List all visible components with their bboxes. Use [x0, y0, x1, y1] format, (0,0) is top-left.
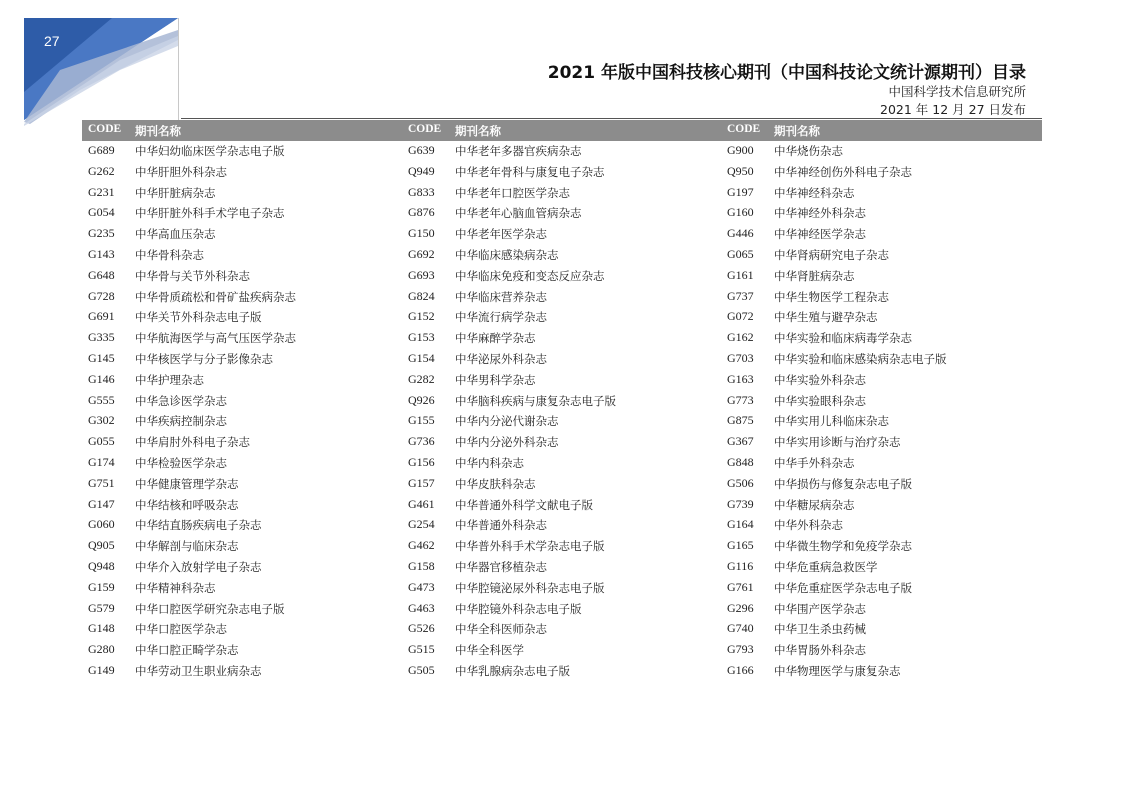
journal-code: G900 — [727, 143, 754, 157]
journal-code: Q905 — [88, 538, 115, 553]
column-header-code: CODE — [88, 123, 122, 135]
journal-code: G054 — [88, 205, 115, 220]
journal-code: G473 — [408, 579, 435, 594]
journal-code: G060 — [88, 517, 115, 532]
journal-code: G262 — [88, 163, 115, 178]
journal-name: 中华围产医学杂志 — [774, 601, 866, 616]
journal-code: G579 — [88, 600, 115, 615]
table-row — [0, 515, 1122, 536]
journal-code: G793 — [727, 642, 754, 657]
journal-name: 中华妇幼临床医学杂志电子版 — [135, 144, 285, 158]
journal-code: G166 — [727, 663, 754, 677]
journal-name: 中华器官移植杂志 — [455, 560, 547, 574]
journal-name: 中华精神科杂志 — [135, 580, 216, 595]
table-row — [0, 557, 1122, 578]
journal-code: G737 — [727, 288, 754, 303]
journal-code: G157 — [408, 475, 435, 490]
journal-code: G145 — [88, 351, 115, 365]
journal-name: 中华普外科手术学杂志电子版 — [455, 539, 605, 554]
journal-code: G152 — [408, 309, 435, 324]
table-row — [0, 495, 1122, 516]
journal-code: G254 — [408, 517, 435, 532]
table-row — [0, 245, 1122, 266]
journal-code: G461 — [408, 496, 435, 511]
journal-code: G526 — [408, 621, 435, 636]
journal-code: G367 — [727, 434, 754, 449]
table-row — [0, 661, 1122, 682]
journal-code: G231 — [88, 184, 115, 199]
journal-name: 中华肝脏病杂志 — [135, 185, 216, 200]
journal-name: 中华老年心脑血管病杂志 — [455, 206, 582, 221]
journal-name: 中华烧伤杂志 — [774, 144, 843, 158]
journal-name: 中华临床营养杂志 — [455, 289, 547, 304]
journal-name: 中华实验和临床感染病杂志电子版 — [774, 352, 947, 366]
page-title: 2021 年版中国科技核心期刊（中国科技论文统计源期刊）目录 — [547, 63, 1026, 83]
journal-name: 中华手外科杂志 — [774, 456, 855, 470]
journal-name: 中华普通外科学文献电子版 — [455, 497, 593, 512]
journal-name: 中华疾病控制杂志 — [135, 414, 227, 429]
journal-code: G824 — [408, 288, 435, 303]
journal-name: 中华神经外科杂志 — [774, 206, 866, 221]
journal-name: 中华劳动卫生职业病杂志 — [135, 664, 262, 678]
journal-name: 中华全科医学 — [455, 643, 524, 658]
journal-code: G505 — [408, 663, 435, 677]
journal-name: 中华糖尿病杂志 — [774, 497, 855, 512]
table-row — [0, 619, 1122, 640]
journal-code: G648 — [88, 267, 115, 282]
journal-code: G506 — [727, 475, 754, 490]
table-row — [0, 432, 1122, 453]
journal-name: 中华皮肤科杂志 — [455, 476, 536, 491]
journal-name: 中华航海医学与高气压医学杂志 — [135, 331, 296, 346]
journal-name: 中华微生物学和免疫学杂志 — [774, 539, 912, 554]
journal-name: 中华生殖与避孕杂志 — [774, 310, 878, 325]
table-row — [0, 266, 1122, 287]
journal-code: Q950 — [727, 163, 754, 178]
journal-name: 中华神经创伤外科电子杂志 — [774, 164, 912, 179]
publisher: 中国科学技术信息研究所 — [888, 84, 1026, 99]
table-row — [0, 287, 1122, 308]
journal-code: G159 — [88, 579, 115, 594]
journal-code: G875 — [727, 413, 754, 428]
journal-code: G116 — [727, 559, 754, 573]
journal-code: G165 — [727, 538, 754, 553]
journal-name: 中华骨质疏松和骨矿盐疾病杂志 — [135, 289, 296, 304]
journal-name: 中华高血压杂志 — [135, 227, 216, 242]
journal-code: G876 — [408, 205, 435, 220]
journal-name: 中华实验外科杂志 — [774, 372, 866, 387]
table-row — [0, 578, 1122, 599]
journal-code: G639 — [408, 143, 435, 157]
journal-name: 中华流行病学杂志 — [455, 310, 547, 325]
journal-name: 中华泌尿外科杂志 — [455, 352, 547, 366]
journal-code: G692 — [408, 247, 435, 261]
journal-name: 中华肩肘外科电子杂志 — [135, 435, 250, 450]
publish-date: 2021 年 12 月 27 日发布 — [880, 102, 1026, 117]
journal-name: 中华内分泌代谢杂志 — [455, 414, 559, 429]
journal-code: G751 — [88, 475, 115, 490]
journal-name: 中华内科杂志 — [455, 456, 524, 470]
journal-name: 中华腔镜泌尿外科杂志电子版 — [455, 580, 605, 595]
journal-name: 中华口腔正畸学杂志 — [135, 643, 239, 658]
journal-code: G739 — [727, 496, 754, 511]
journal-code: G691 — [88, 309, 115, 324]
journal-name: 中华实验和临床病毒学杂志 — [774, 331, 912, 346]
journal-code: G462 — [408, 538, 435, 553]
journal-code: G174 — [88, 455, 115, 469]
table-row — [0, 328, 1122, 349]
journal-name: 中华物理医学与康复杂志 — [774, 664, 901, 678]
journal-name: 中华卫生杀虫药械 — [774, 622, 866, 637]
journal-code: G065 — [727, 247, 754, 261]
journal-code: G515 — [408, 642, 435, 657]
journal-code: G446 — [727, 226, 754, 241]
journal-name: 中华临床感染病杂志 — [455, 248, 559, 262]
journal-name: 中华实用诊断与治疗杂志 — [774, 435, 901, 450]
table-row — [0, 224, 1122, 245]
corner-decoration — [0, 0, 180, 130]
journal-code: G147 — [88, 496, 115, 511]
journal-name: 中华男科学杂志 — [455, 372, 536, 387]
journal-name: 中华实用儿科临床杂志 — [774, 414, 889, 429]
column-header-name: 期刊名称 — [135, 124, 181, 138]
journal-code: G693 — [408, 267, 435, 282]
table-row — [0, 599, 1122, 620]
journal-code: G153 — [408, 330, 435, 345]
table-row — [0, 203, 1122, 224]
journal-name: 中华老年骨科与康复电子杂志 — [455, 164, 605, 179]
journal-name: 中华肾病研究电子杂志 — [774, 248, 889, 262]
journal-code: G148 — [88, 621, 115, 636]
journal-name: 中华神经科杂志 — [774, 185, 855, 200]
header-rule — [181, 118, 1042, 119]
table-row — [0, 141, 1122, 162]
journal-code: G302 — [88, 413, 115, 428]
journal-code: G158 — [408, 559, 435, 573]
journal-name: 中华乳腺病杂志电子版 — [455, 664, 570, 678]
journal-name: 中华危重症医学杂志电子版 — [774, 580, 912, 595]
journal-code: G761 — [727, 579, 754, 594]
journal-name: 中华肝胆外科杂志 — [135, 164, 227, 179]
journal-name: 中华护理杂志 — [135, 372, 204, 387]
journal-code: G164 — [727, 517, 754, 532]
journal-name: 中华口腔医学研究杂志电子版 — [135, 601, 285, 616]
column-header-code: CODE — [727, 123, 761, 135]
journal-code: G146 — [88, 371, 115, 386]
journal-code: G282 — [408, 371, 435, 386]
journal-name: 中华检验医学杂志 — [135, 456, 227, 470]
journal-code: G163 — [727, 371, 754, 386]
journal-name: 中华急诊医学杂志 — [135, 393, 227, 408]
journal-name: 中华肾脏病杂志 — [774, 268, 855, 283]
journal-name: 中华胃肠外科杂志 — [774, 643, 866, 658]
table-row — [0, 536, 1122, 557]
table-header — [82, 120, 1042, 141]
journal-code: G555 — [88, 392, 115, 407]
journal-code: G335 — [88, 330, 115, 345]
journal-name: 中华危重病急救医学 — [774, 560, 878, 574]
journal-name: 中华生物医学工程杂志 — [774, 289, 889, 304]
journal-code: G703 — [727, 351, 754, 365]
journal-code: G296 — [727, 600, 754, 615]
journal-code: Q949 — [408, 163, 435, 178]
journal-name: 中华核医学与分子影像杂志 — [135, 352, 273, 366]
journal-code: G156 — [408, 455, 435, 469]
table-row — [0, 370, 1122, 391]
journal-code: G848 — [727, 455, 754, 469]
table-row — [0, 307, 1122, 328]
journal-code: G150 — [408, 226, 435, 241]
column-header-name: 期刊名称 — [774, 124, 820, 138]
journal-code: Q948 — [88, 559, 115, 573]
journal-name: 中华结直肠疾病电子杂志 — [135, 518, 262, 533]
journal-name: 中华损伤与修复杂志电子版 — [774, 476, 912, 491]
journal-code: Q926 — [408, 392, 435, 407]
journal-name: 中华临床免疫和变态反应杂志 — [455, 268, 605, 283]
journal-name: 中华腔镜外科杂志电子版 — [455, 601, 582, 616]
journal-name: 中华肝脏外科手术学电子杂志 — [135, 206, 285, 221]
journal-name: 中华脑科疾病与康复杂志电子版 — [455, 393, 616, 408]
column-header-name: 期刊名称 — [455, 124, 501, 138]
journal-code: G280 — [88, 642, 115, 657]
journal-code: G154 — [408, 351, 435, 365]
journal-code: G728 — [88, 288, 115, 303]
journal-code: G463 — [408, 600, 435, 615]
journal-code: G833 — [408, 184, 435, 199]
table-row — [0, 183, 1122, 204]
journal-name: 中华神经医学杂志 — [774, 227, 866, 242]
journal-code: G143 — [88, 247, 115, 261]
journal-name: 中华麻醉学杂志 — [455, 331, 536, 346]
journal-name: 中华介入放射学电子杂志 — [135, 560, 262, 574]
table-row — [0, 162, 1122, 183]
table-row — [0, 474, 1122, 495]
journal-name: 中华老年多器官疾病杂志 — [455, 144, 582, 158]
table-row — [0, 453, 1122, 474]
journal-code: G055 — [88, 434, 115, 449]
journal-code: G160 — [727, 205, 754, 220]
journal-code: G072 — [727, 309, 754, 324]
header-divider — [178, 18, 179, 120]
journal-name: 中华健康管理学杂志 — [135, 476, 239, 491]
table-row — [0, 349, 1122, 370]
table-row — [0, 391, 1122, 412]
journal-name: 中华结核和呼吸杂志 — [135, 497, 239, 512]
journal-name: 中华老年口腔医学杂志 — [455, 185, 570, 200]
journal-code: G161 — [727, 267, 754, 282]
journal-code: G235 — [88, 226, 115, 241]
journal-name: 中华解剖与临床杂志 — [135, 539, 239, 554]
journal-code: G689 — [88, 143, 115, 157]
journal-name: 中华骨科杂志 — [135, 248, 204, 262]
journal-name: 中华老年医学杂志 — [455, 227, 547, 242]
journal-name: 中华内分泌外科杂志 — [455, 435, 559, 450]
journal-code: G740 — [727, 621, 754, 636]
journal-code: G162 — [727, 330, 754, 345]
column-header-code: CODE — [408, 123, 442, 135]
journal-code: G155 — [408, 413, 435, 428]
journal-code: G149 — [88, 663, 115, 677]
journal-name: 中华实验眼科杂志 — [774, 393, 866, 408]
journal-code: G197 — [727, 184, 754, 199]
journal-name: 中华普通外科杂志 — [455, 518, 547, 533]
table-row — [0, 411, 1122, 432]
page-number: 27 — [44, 33, 60, 49]
journal-code: G736 — [408, 434, 435, 449]
table-row — [0, 640, 1122, 661]
journal-name: 中华骨与关节外科杂志 — [135, 268, 250, 283]
journal-name: 中华关节外科杂志电子版 — [135, 310, 262, 325]
journal-name: 中华全科医师杂志 — [455, 622, 547, 637]
journal-name: 中华口腔医学杂志 — [135, 622, 227, 637]
journal-code: G773 — [727, 392, 754, 407]
journal-name: 中华外科杂志 — [774, 518, 843, 533]
